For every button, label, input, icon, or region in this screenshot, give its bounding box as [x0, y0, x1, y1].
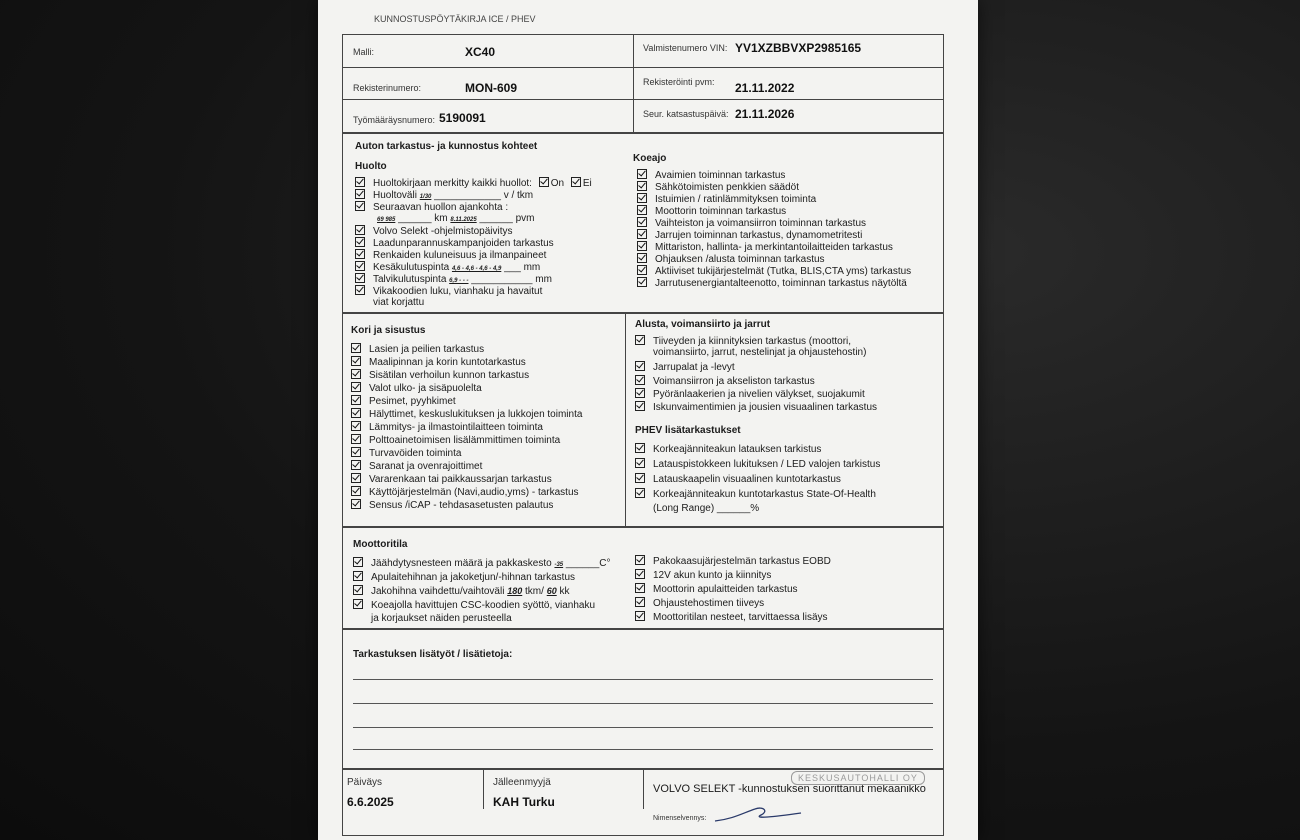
check-item-cont: viat korjattu [373, 297, 425, 308]
checkbox-checked[interactable] [351, 382, 361, 392]
checkbox-checked[interactable] [635, 611, 645, 621]
section-footer [342, 768, 944, 836]
checkbox-checked[interactable] [635, 583, 645, 593]
checkbox-checked[interactable] [635, 555, 645, 565]
check-item: Huoltokirjaan merkitty kaikki huollot: On Ei [355, 177, 592, 189]
checkbox-checked[interactable] [351, 421, 361, 431]
checkbox-checked[interactable] [637, 229, 647, 239]
dealer-stamp: KESKUSAUTOHALLI OY [791, 771, 925, 785]
note-line[interactable] [353, 749, 933, 750]
check-item: Pyöränlaakerien ja nivelien välykset, suojakumit [635, 388, 865, 400]
checkbox-checked[interactable] [637, 277, 647, 287]
checkbox-checked[interactable] [355, 177, 365, 187]
checkbox-checked[interactable] [635, 569, 645, 579]
check-item: Avaimien toiminnan tarkastus [637, 169, 785, 181]
check-item: Aktiiviset tukijärjestelmät (Tutka, BLIS,CTA yms) tarkastus [637, 265, 911, 277]
checkbox-checked[interactable] [353, 557, 363, 567]
reg-date-value: 21.11.2022 [735, 81, 795, 95]
checkbox-checked[interactable] [351, 460, 361, 470]
section-notes [342, 628, 944, 770]
section-engine-bay [342, 526, 944, 630]
next-inspection-value: 21.11.2026 [735, 107, 795, 121]
check-item-cont: ja korjaukset näiden perusteella [371, 613, 512, 624]
checkbox-checked[interactable] [355, 249, 365, 259]
check-item: Istuimien / ratinlämmityksen toiminta [637, 193, 816, 205]
model-value: XC40 [465, 45, 496, 59]
check-item: Polttoainetoimisen lisälämmittimen toiminta [351, 434, 560, 446]
checkbox-checked[interactable] [637, 193, 647, 203]
next-service-row: 69 985 ______ km 8.11.2025 ______ pvm [377, 213, 535, 224]
dealer-value: KAH Turku [493, 795, 555, 809]
note-line[interactable] [353, 727, 933, 728]
check-item: Koeajolla havittujen CSC-koodien syöttö, vianhaku [353, 599, 595, 611]
check-item: Sensus /iCAP - tehdasasetusten palautus [351, 499, 553, 511]
check-item: Jarrupalat ja -levyt [635, 361, 735, 373]
check-item: Hälyttimet, keskuslukituksen ja lukkojen toiminta [351, 408, 582, 420]
check-item: Vaihteiston ja voimansiirron toiminnan tarkastus [637, 217, 866, 229]
check-item: Jäähdytysnesteen määrä ja pakkaskesto -35 ______C° [353, 557, 611, 569]
check-item: Talvikulutuspinta 6,9 - - - ___________ mm [355, 273, 552, 285]
check-item: Jarrutusenergiantalteenotto, toiminnan tarkastus näytöltä [637, 277, 907, 289]
check-item: Saranat ja ovenrajoittimet [351, 460, 482, 472]
checkbox-checked[interactable] [637, 181, 647, 191]
checkbox-checked[interactable] [635, 458, 645, 468]
checkbox-checked[interactable] [635, 388, 645, 398]
checkbox-checked[interactable] [351, 447, 361, 457]
checkbox-checked[interactable] [355, 285, 365, 295]
check-item: Voimansiirron ja akseliston tarkastus [635, 375, 815, 387]
date-label: Päiväys [347, 777, 383, 788]
check-item-cont: voimansiirto, jarrut, nestelinjat ja ohjaustehostin) [653, 347, 867, 358]
checkbox-checked[interactable] [355, 189, 365, 199]
check-item: Huoltoväli 1/30 ____________ v / tkm [355, 189, 533, 201]
phev-title: PHEV lisätarkastukset [635, 425, 741, 436]
checkbox-checked[interactable] [635, 335, 645, 345]
soh-percent-row: (Long Range) ______% [653, 503, 760, 514]
kori-title: Kori ja sisustus [351, 325, 426, 336]
huolto-title: Huolto [355, 161, 387, 172]
check-item: Vararenkaan tai paikkaussarjan tarkastus [351, 473, 552, 485]
checkbox-checked[interactable] [637, 217, 647, 227]
next-inspection-label: Seur. katsastuspäivä: [643, 109, 729, 119]
mechanic-label: VOLVO SELEKT -kunnostuksen suorittanut mekaanikko [653, 783, 926, 795]
checkbox-checked[interactable] [637, 241, 647, 251]
work-order-label: Työmääräysnumero: [353, 115, 436, 125]
check-item: Turvavöiden toiminta [351, 447, 461, 459]
checkbox-checked[interactable] [637, 205, 647, 215]
check-item: Jakohihna vaihdettu/vaihtoväli 180 tkm/ 60 kk [353, 585, 570, 597]
section-service-testdrive [342, 132, 944, 314]
check-item: Vikakoodien luku, vianhaku ja havaitut [355, 285, 542, 297]
check-item: Pakokaasujärjestelmän tarkastus EOBD [635, 555, 831, 567]
check-item: Ohjaustehostimen tiiveys [635, 597, 764, 609]
check-item: Latauskaapelin visuaalinen kuntotarkastus [635, 473, 841, 485]
section-body-chassis [342, 312, 944, 528]
checkbox-checked[interactable] [635, 375, 645, 385]
checkbox-checked[interactable] [637, 265, 647, 275]
check-item: Tiiveyden ja kiinnityksien tarkastus (moottori, [635, 335, 851, 347]
model-label: Malli: [353, 47, 375, 57]
check-item: Kesäkulutuspinta 4,6 - 4,6 - 4,6 - 4,9 ___ mm [355, 261, 540, 273]
checkbox-checked[interactable] [355, 261, 365, 271]
work-order-value: 5190091 [439, 111, 486, 125]
note-line[interactable] [353, 679, 933, 680]
checkbox-checked[interactable] [351, 343, 361, 353]
check-item: Mittariston, hallinta- ja merkintantoilaitteiden tarkastus [637, 241, 893, 253]
checkbox-checked[interactable] [355, 273, 365, 283]
alusta-title: Alusta, voimansiirto ja jarrut [635, 319, 771, 330]
reg-number-value: MON-609 [465, 81, 518, 95]
checkbox-checked[interactable] [355, 225, 365, 235]
koeajo-title: Koeajo [633, 153, 667, 164]
check-item: Laadunparannuskampanjoiden tarkastus [355, 237, 554, 249]
checkbox-checked[interactable] [351, 486, 361, 496]
check-item: Korkeajänniteakun latauksen tarkistus [635, 443, 821, 455]
inspection-form [318, 0, 978, 840]
checkbox-checked[interactable] [353, 599, 363, 609]
check-item: Seuraavan huollon ajankohta : [355, 201, 508, 213]
reg-date-label: Rekisteröinti pvm: [643, 77, 715, 87]
vin-value: YV1XZBBVXP2985165 [735, 41, 862, 55]
check-item: Lämmitys- ja ilmastointilaitteen toiminta [351, 421, 543, 433]
check-item: Valot ulko- ja sisäpuolelta [351, 382, 482, 394]
check-item: Renkaiden kuluneisuus ja ilmanpaineet [355, 249, 546, 261]
notes-title: Tarkastuksen lisätyöt / lisätietoja: [353, 649, 513, 660]
checkbox-checked[interactable] [355, 201, 365, 211]
check-item: Jarrujen toiminnan tarkastus, dynamometritesti [637, 229, 862, 241]
check-item: Moottorin toiminnan tarkastus [637, 205, 786, 217]
check-item: Maalipinnan ja korin kuntotarkastus [351, 356, 526, 368]
moottoritila-title: Moottoritila [353, 539, 408, 550]
checkbox-checked[interactable] [637, 253, 647, 263]
section-title: Auton tarkastus- ja kunnostus kohteet [355, 141, 538, 152]
vin-label: Valmistenumero VIN: [643, 43, 728, 53]
checkbox-checked[interactable] [351, 395, 361, 405]
check-item: Apulaitehihnan ja jakoketjun/-hihnan tarkastus [353, 571, 575, 583]
checkbox-checked[interactable] [351, 356, 361, 366]
check-item: Lasien ja peilien tarkastus [351, 343, 484, 355]
checkbox-checked[interactable] [355, 237, 365, 247]
checkbox-checked[interactable] [635, 488, 645, 498]
reg-number-label: Rekisterinumero: [353, 83, 422, 93]
checkbox-checked[interactable] [351, 408, 361, 418]
check-item: Korkeajänniteakun kuntotarkastus State-Of-Health [635, 488, 876, 500]
check-item: Moottorin apulaitteiden tarkastus [635, 583, 798, 595]
checkbox-checked[interactable] [635, 361, 645, 371]
checkbox-checked[interactable] [539, 177, 549, 187]
check-item: Iskunvaimentimien ja jousien visuaalinen tarkastus [635, 401, 877, 413]
check-item: 12V akun kunto ja kiinnitys [635, 569, 771, 581]
name-clarification-label: Nimenselvennys: [653, 815, 707, 822]
check-item: Volvo Selekt -ohjelmistopäivitys [355, 225, 513, 237]
form-title: KUNNOSTUSPÖYTÄKIRJA ICE / PHEV [374, 14, 536, 24]
checkbox-checked[interactable] [635, 443, 645, 453]
check-item: Sähkötoimisten penkkien säädöt [637, 181, 799, 193]
checkbox-checked[interactable] [351, 434, 361, 444]
checkbox-checked[interactable] [571, 177, 581, 187]
dealer-label: Jälleenmyyjä [493, 777, 551, 788]
date-value: 6.6.2025 [347, 795, 394, 809]
checkbox-checked[interactable] [351, 473, 361, 483]
signature-icon [713, 803, 803, 825]
checkbox-checked[interactable] [353, 571, 363, 581]
check-item: Latauspistokkeen lukituksen / LED valojen tarkistus [635, 458, 880, 470]
note-line[interactable] [353, 703, 933, 704]
check-item: Ohjauksen /alusta toiminnan tarkastus [637, 253, 825, 265]
checkbox-checked[interactable] [635, 401, 645, 411]
checkbox-checked[interactable] [351, 499, 361, 509]
vehicle-header [342, 34, 944, 134]
checkbox-checked[interactable] [635, 597, 645, 607]
check-item: Käyttöjärjestelmän (Navi,audio,yms) - tarkastus [351, 486, 579, 498]
checkbox-checked[interactable] [353, 585, 363, 595]
check-item: Pesimet, pyyhkimet [351, 395, 456, 407]
checkbox-checked[interactable] [635, 473, 645, 483]
check-item: Sisätilan verhoilun kunnon tarkastus [351, 369, 529, 381]
check-item: Moottoritilan nesteet, tarvittaessa lisäys [635, 611, 828, 623]
checkbox-checked[interactable] [637, 169, 647, 179]
checkbox-checked[interactable] [351, 369, 361, 379]
